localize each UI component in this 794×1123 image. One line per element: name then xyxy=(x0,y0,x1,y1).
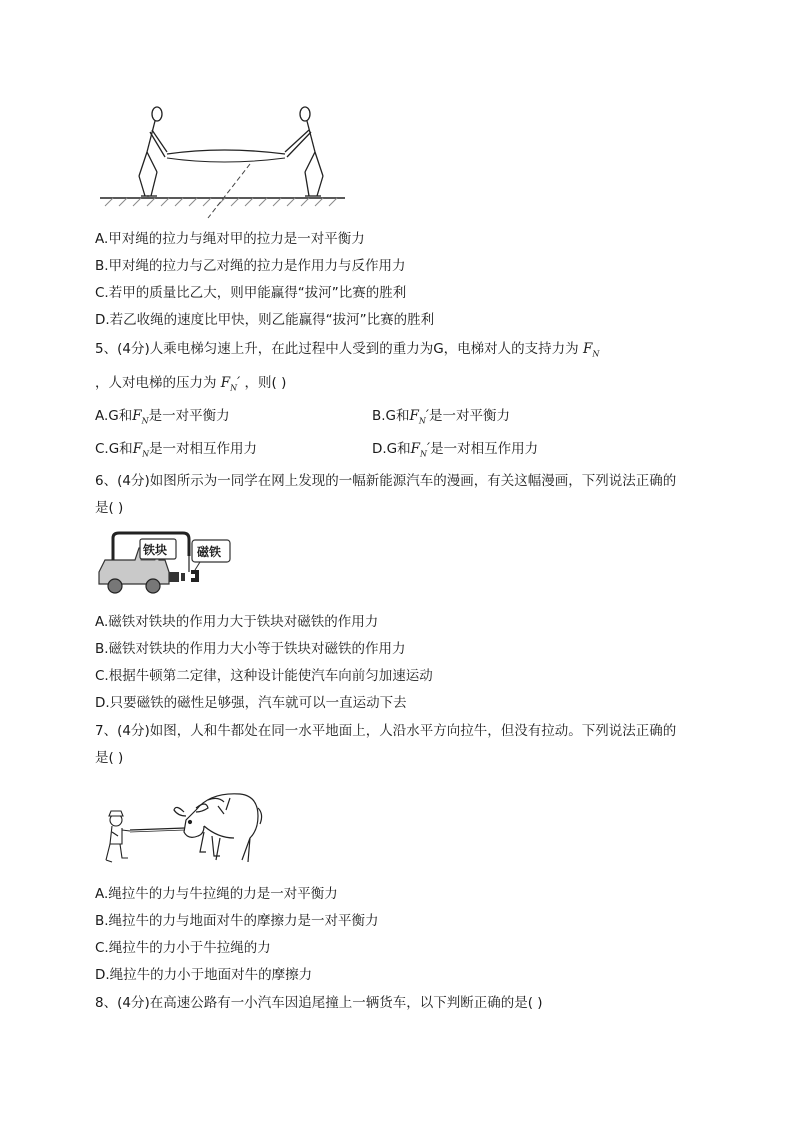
magnet-label: 磁铁 xyxy=(197,545,222,559)
q4-option-b: B.甲对绳的拉力与乙对绳的拉力是作用力与反作用力 xyxy=(95,258,406,274)
q5-option-a: A.G和$F_N$是一对平衡力 xyxy=(95,408,230,426)
q7-option-d: D.绳拉牛的力小于地面对牛的摩擦力 xyxy=(95,967,313,983)
q6-stem-line1: 6、(4分)如图所示为一同学在网上发现的一幅新能源汽车的漫画，有关这幅漫画，下列说法正确的 xyxy=(95,473,677,489)
q7-stem-line1: 7、(4分)如图，人和牛都处在同一水平地面上，人沿水平方向拉牛，但没有拉动。下列说法正确的 xyxy=(95,723,677,739)
q7-option-a: A.绳拉牛的力与牛拉绳的力是一对平衡力 xyxy=(95,886,338,902)
symbol-fn: $F_N$ xyxy=(582,341,600,359)
q5-option-c: C.G和$F_N$是一对相互作用力 xyxy=(95,441,258,459)
tug-of-war-figure xyxy=(95,102,350,220)
person-pulling-ox-figure xyxy=(100,780,265,875)
q6-option-b: B.磁铁对铁块的作用力大小等于铁块对磁铁的作用力 xyxy=(95,641,406,657)
q6-option-d: D.只要磁铁的磁性足够强，汽车就可以一直运动下去 xyxy=(95,695,407,711)
q4-option-c: C.若甲的质量比乙大，则甲能赢得“拔河”比赛的胜利 xyxy=(95,285,407,301)
magnet-car-figure xyxy=(95,530,235,600)
q4-option-a: A.甲对绳的拉力与绳对甲的拉力是一对平衡力 xyxy=(95,231,365,247)
q8-stem: 8、(4分)在高速公路有一小汽车因追尾撞上一辆货车，以下判断正确的是( ) xyxy=(95,995,543,1011)
q5-stem-line2: ，人对电梯的压力为 $F_N'$ ，则( ) xyxy=(95,375,287,393)
q6-option-a: A.磁铁对铁块的作用力大于铁块对磁铁的作用力 xyxy=(95,614,379,630)
q5-stem-text: 5、(4分)人乘电梯匀速上升，在此过程中人受到的重力为G，电梯对人的支持力为 xyxy=(95,341,579,357)
q6-option-c: C.根据牛顿第二定律，这种设计能使汽车向前匀加速运动 xyxy=(95,668,433,684)
q5-stem-line1 xyxy=(95,339,599,365)
q7-stem-line2: 是( ) xyxy=(95,750,124,766)
q5-option-d: D.G和$F_N'$是一对相互作用力 xyxy=(372,441,539,459)
symbol-fn-prime: $F_N'$ xyxy=(220,375,241,393)
q4-option-d: D.若乙收绳的速度比甲快，则乙能赢得“拔河”比赛的胜利 xyxy=(95,312,435,328)
q5-option-b: B.G和$F_N'$是一对平衡力 xyxy=(372,408,510,426)
iron-block-label: 铁块 xyxy=(143,543,168,557)
q7-option-c: C.绳拉牛的力小于牛拉绳的力 xyxy=(95,940,271,956)
q7-option-b: B.绳拉牛的力与地面对牛的摩擦力是一对平衡力 xyxy=(95,913,379,929)
q6-stem-line2: 是( ) xyxy=(95,500,124,516)
